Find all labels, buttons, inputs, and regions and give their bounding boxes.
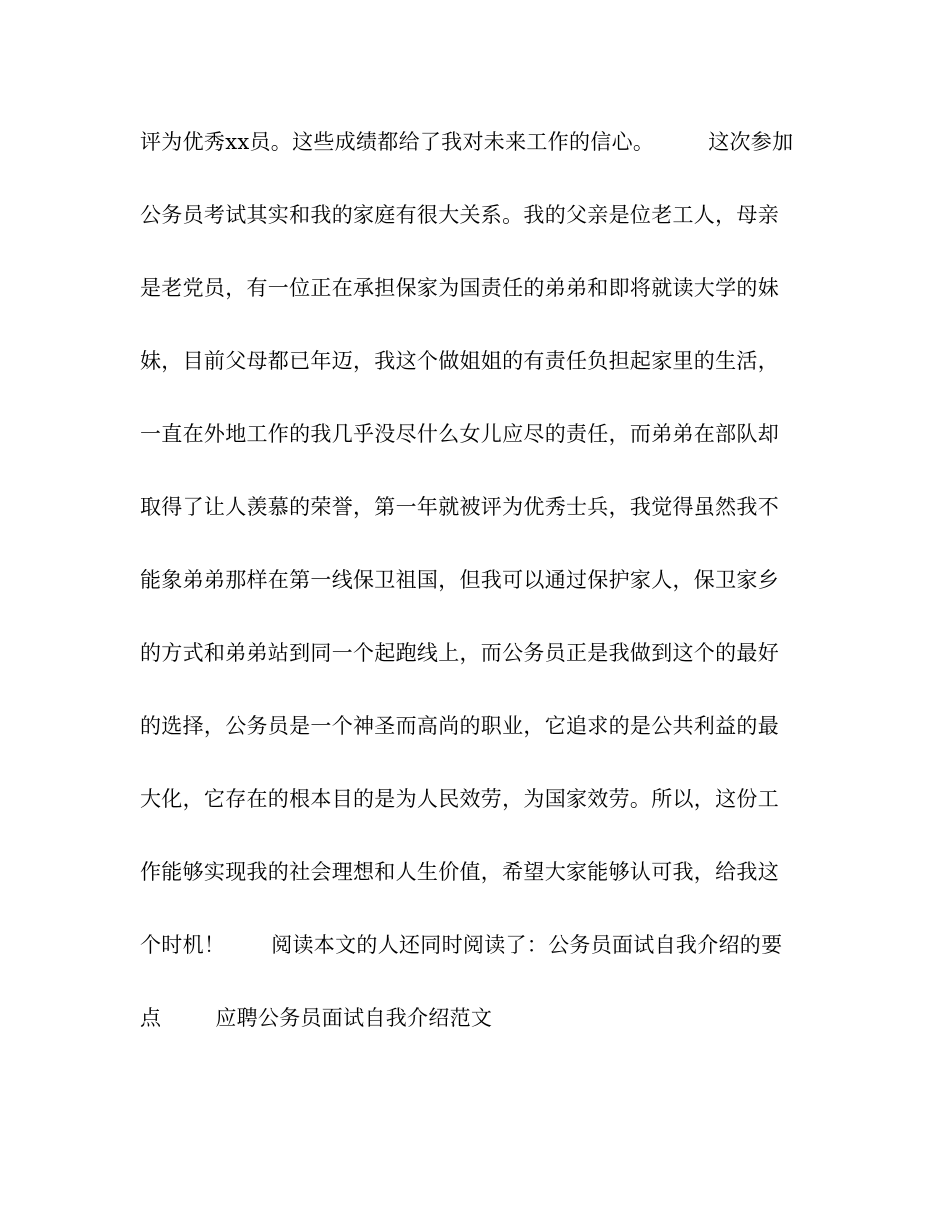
text-line-11: 作能够实现我的社会理想和人生价值，希望大家能够认可我，给我这 (140, 860, 779, 884)
text-line-9: 的选择，公务员是一个神圣而高尚的职业，它追求的是公共利益的最 (140, 714, 779, 738)
text-line-12 (140, 921, 820, 994)
text-line-1 (140, 118, 820, 191)
text-line-10: 大化，它存在的根本目的是为人民效劳，为国家效劳。所以，这份工 (140, 787, 779, 811)
text-line-6: 取得了让人羡慕的荣誉，第一年就被评为优秀士兵，我觉得虽然我不 (140, 495, 779, 519)
text-line-7: 能象弟弟那样在第一线保卫祖国，但我可以通过保护家人，保卫家乡 (140, 568, 779, 592)
text-line-2: 公务员考试其实和我的家庭有很大关系。我的父亲是位老工人，母亲 (140, 203, 779, 227)
text-line-5: 一直在外地工作的我几乎没尽什么女儿应尽的责任，而弟弟在部队却 (140, 422, 779, 446)
text-line-13 (140, 994, 820, 1067)
text-segment: 点 (140, 1006, 162, 1030)
text-segment: 评为优秀xx员。这些成绩都给了我对未来工作的信心。 (140, 130, 655, 154)
text-segment: 个时机！ (140, 933, 226, 957)
text-line-4: 妹，目前父母都已年迈，我这个做姐姐的有责任负担起家里的生活， (140, 349, 779, 373)
text-line-8: 的方式和弟弟站到同一个起跑线上，而公务员正是我做到这个的最好 (140, 641, 779, 665)
body-text (140, 118, 820, 1067)
related-article-intro: 阅读本文的人还同时阅读了：公务员面试自我介绍的要 (271, 933, 783, 957)
text-line-3: 是老党员，有一位正在承担保家为国责任的弟弟和即将就读大学的妹 (140, 276, 779, 300)
related-article-title: 应聘公务员面试自我介绍范文 (215, 1006, 493, 1030)
text-segment: 这次参加 (708, 130, 794, 154)
